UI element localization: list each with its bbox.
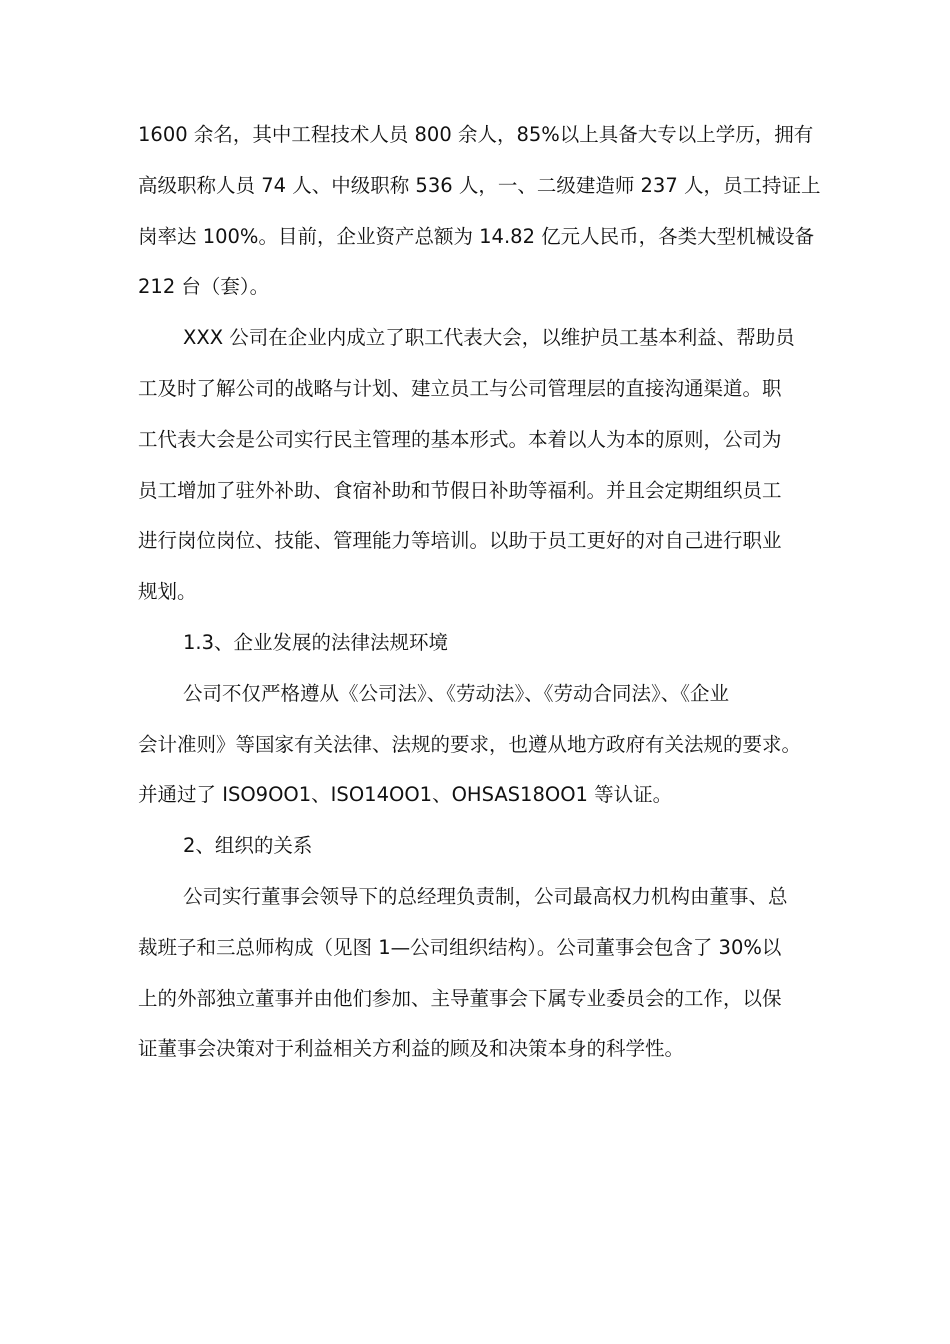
text-line: 并通过了 ISO9OO1、ISO14OO1、OHSAS18OO1 等认证。	[138, 783, 673, 807]
paragraph-legal-compliance	[138, 669, 818, 821]
text-line: 会计准则》等国家有关法律、法规的要求，也遵从地方政府有关法规的要求。	[138, 732, 802, 756]
paragraph-workers-congress	[138, 313, 818, 618]
text-line: 212 台（套）。	[138, 275, 270, 299]
text-line: 工及时了解公司的战略与计划、建立员工与公司管理层的直接沟通渠道。职	[138, 376, 782, 400]
text-line: 高级职称人员 74 人、中级职称 536 人，一、二级建造师 237 人，员工持证上	[138, 173, 821, 197]
text-line: 规划。	[138, 580, 197, 604]
text-line: 岗率达 100%。目前，企业资产总额为 14.82 亿元人民币，各类大型机械设备	[138, 224, 815, 248]
text-line: 进行岗位岗位、技能、管理能力等培训。以助于员工更好的对自己进行职业	[138, 529, 782, 553]
document-body	[138, 110, 821, 1075]
section-heading-organization: 2、组织的关系	[183, 834, 313, 858]
text-line: 裁班子和三总师构成（见图 1—公司组织结构）。公司董事会包含了 30%以	[138, 935, 782, 959]
text-line: 公司不仅严格遵从《公司法》、《劳动法》、《劳动合同法》、《企业	[183, 681, 730, 705]
text-line: 上的外部独立董事并由他们参加、主导董事会下属专业委员会的工作，以保	[138, 986, 782, 1010]
text-line: 证董事会决策对于利益相关方利益的顾及和决策本身的科学性。	[138, 1037, 685, 1061]
text-line: 工代表大会是公司实行民主管理的基本形式。本着以人为本的原则，公司为	[138, 427, 782, 451]
text-line: 员工增加了驻外补助、食宿补助和节假日补助等福利。并且会定期组织员工	[138, 478, 782, 502]
paragraph-governance	[138, 872, 818, 1075]
text-line: 1600 余名，其中工程技术人员 800 余人，85%以上具备大专以上学历，拥有	[138, 123, 814, 146]
text-line: 公司实行董事会领导下的总经理负责制，公司最高权力机构由董事、总	[183, 884, 788, 908]
text-line: XXX 公司在企业内成立了职工代表大会，以维护员工基本利益、帮助员	[183, 326, 795, 350]
section-heading-legal-environment: 1.3、企业发展的法律法规环境	[183, 630, 449, 654]
paragraph-employee-stats	[138, 110, 821, 313]
